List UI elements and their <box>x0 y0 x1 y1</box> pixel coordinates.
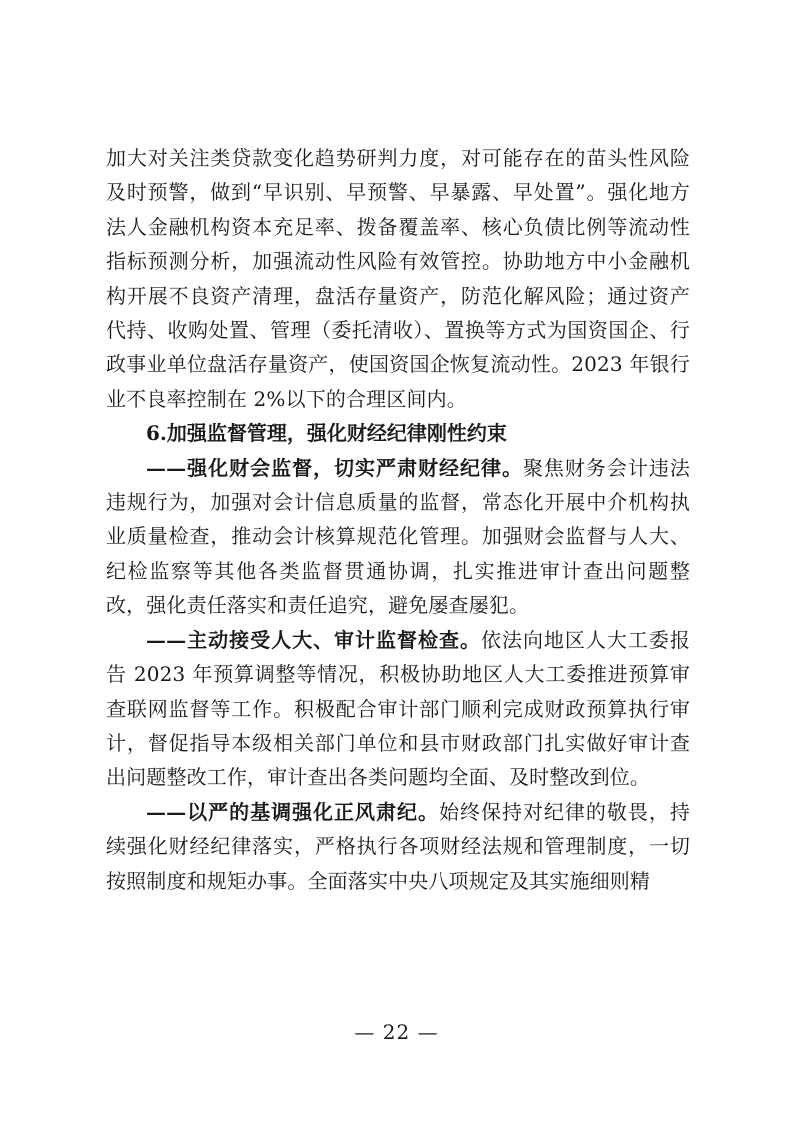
paragraph-text: 依法向地区人大工委报告 2023 年预算调整等情况，积极协助地区人大工委推进预算审查联网监督等工作。积极配合审计部门顺利完成财政预算执行审计，督促指导本级相关部门单位和县市财政部门扎实做好审计查出问题整改工作，审计查出各类问题均全面、及时整改到位。 <box>106 627 691 790</box>
body-text <box>106 141 690 898</box>
page-number: — 22 — <box>354 1020 439 1044</box>
paragraph-discipline <box>106 795 690 898</box>
paragraph-audit-oversight <box>106 623 690 795</box>
paragraph-financial-supervision <box>106 451 690 623</box>
paragraph-text: 聚焦财务会计违法违规行为，加强对会计信息质量的监督，常态化开展中介机构执业质量检查，推动会计核算规范化管理。加强财会监督与人大、纪检监察等其他各类监督贯通协调，扎实推进审计查出问题整改，强化责任落实和责任追究，避免屡查屡犯。 <box>106 455 690 618</box>
paragraph-lead: ——以严的基调强化正风肃纪。 <box>146 799 439 824</box>
paragraph-text: 始终保持对纪律的敬畏，持续强化财经纪律落实，严格执行各项财经法规和管理制度，一切按照制度和规矩办事。全面落实中央八项规定及其实施细则精 <box>106 799 690 893</box>
paragraph-lead: ——强化财会监督，切实严肃财经纪律。 <box>146 455 523 480</box>
paragraph-lead: ——主动接受人大、审计监督检查。 <box>146 627 481 652</box>
paragraph-text: 加大对关注类贷款变化趋势研判力度，对可能存在的苗头性风险及时预警，做到“早识别、早预警、早暴露、早处置”。强化地方法人金融机构资本充足率、拨备覆盖率、核心负债比例等流动性指标预测分析，加强流动性风险有效管控。协助地方中小金融机构开展不良资产清理，盘活存量资产，防范化解风险；通过资产代持、收购处置、管理（委托清收）、置换等方式为国资国企、行政事业单位盘活存量资产，使国资国企恢复流动性。2023 年银行业不良率控制在 2%以下的合理区间内。 <box>106 146 690 411</box>
paragraph-risk-management <box>106 141 690 416</box>
section-heading: 6.加强监督管理，强化财经纪律刚性约束 <box>146 421 507 446</box>
